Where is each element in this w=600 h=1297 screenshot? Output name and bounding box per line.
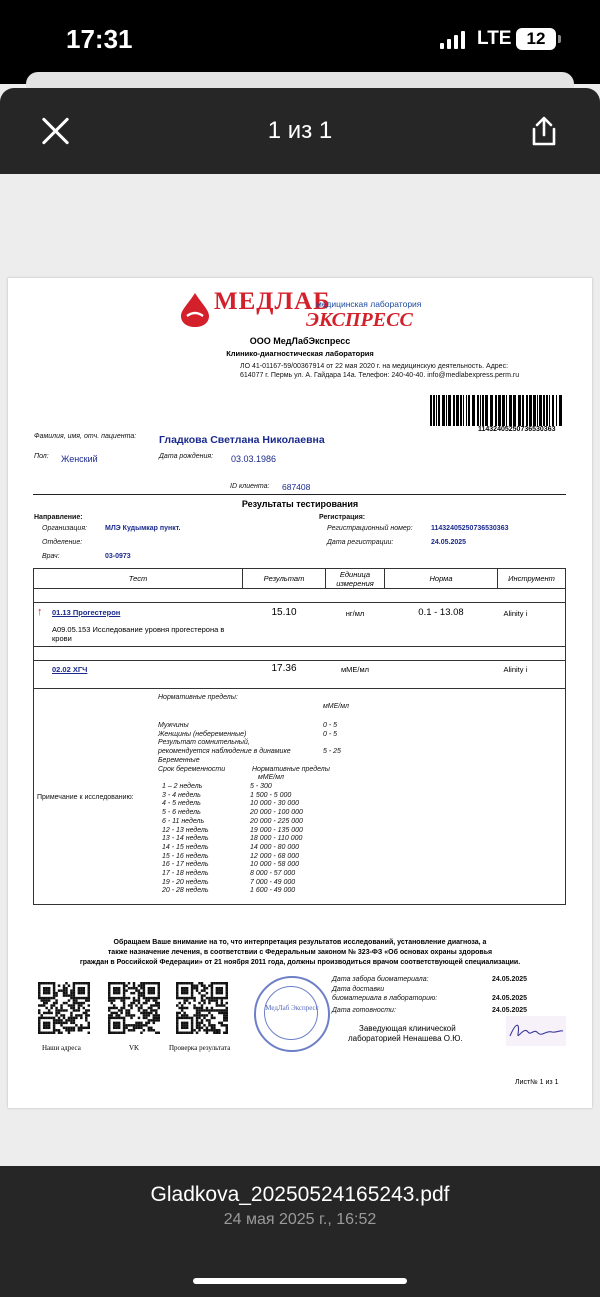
org-label: Организация: (42, 525, 87, 532)
barcode-number: 11432405250736530363 (478, 426, 556, 433)
week-term: 14 - 15 недель (162, 843, 209, 851)
week-norm: 5 - 300 (250, 783, 272, 790)
week-term: 5 - 6 недель (162, 809, 201, 817)
instrument-value: Alinity i (498, 661, 566, 689)
week-norm: 1 600 - 49 000 (250, 887, 296, 895)
note-pregnant: Беременные (158, 757, 200, 764)
week-norm: 7 000 - 49 000 (250, 878, 296, 886)
qr-label-vk: VK (129, 1044, 140, 1052)
week-term: 16 - 17 недель (162, 861, 209, 869)
patient-label: Фамилия, имя, отч. пациента: (34, 433, 137, 440)
result-value: 15.10 (243, 603, 326, 647)
file-name: Gladkova_20250524165243.pdf (150, 1183, 450, 1206)
note-norm-col-l1: Нормативные пределы (252, 766, 330, 773)
note-norm-col-l2: мМЕ/мл (258, 774, 284, 781)
company-name: ООО МедЛабЭкспресс (249, 336, 351, 346)
disclaimer-l2: также назначение лечения, в соответствии с Федеральным законом № 323-ФЗ «Об основах охраны здоровья (107, 949, 493, 956)
norm-value: 0.1 - 13.08 (385, 603, 498, 647)
sex-value: Женский (61, 454, 98, 464)
clock: 17:31 (66, 24, 133, 54)
week-norm: 1 500 - 5 000 (250, 791, 292, 799)
qr-code-addresses[interactable] (38, 982, 90, 1034)
week-term: 1 – 2 недель (162, 783, 203, 790)
test-name-link[interactable]: 02.02 ХГЧ (52, 665, 88, 674)
reg-number-label: Регистрационный номер: (327, 525, 413, 532)
test-desc-l1: А09.05.153 Исследование уровня прогестерона в (52, 625, 225, 634)
date-collect-label: Дата забора биоматериала: (332, 976, 429, 983)
week-term: 13 - 14 недель (162, 835, 209, 843)
date-delivery-value: 24.05.2025 (492, 995, 528, 1002)
date-delivery-label-l1: Дата доставки (332, 986, 385, 993)
week-norm: 12 000 - 68 000 (250, 852, 300, 860)
battery-icon: 12 (516, 28, 556, 50)
table-spacer (34, 589, 566, 603)
week-norm: 10 000 - 58 000 (250, 861, 300, 869)
dob-value: 03.03.1986 (231, 454, 277, 464)
table-spacer (34, 647, 566, 661)
table-row (34, 603, 566, 647)
home-indicator[interactable] (193, 1278, 407, 1284)
week-norm: 10 000 - 30 000 (250, 800, 300, 808)
reg-number-value: 11432405250736530363 (431, 525, 509, 532)
barcode (430, 395, 566, 426)
date-delivery-label-l2: биоматериала в лабораторию: (332, 995, 438, 1002)
head-l2: лабораторией Ненашева О.Ю. (348, 1034, 463, 1043)
date-ready-label: Дата готовности: (332, 1007, 396, 1014)
results-table (33, 568, 566, 905)
qr-code-check-result[interactable] (176, 982, 228, 1034)
week-term: 17 - 18 недель (162, 870, 209, 877)
head-l1: Заведующая клинической (359, 1024, 456, 1033)
unit-value: мМЕ/мл (326, 661, 385, 689)
reg-date-value: 24.05.2025 (431, 539, 467, 546)
table-row (34, 661, 566, 689)
week-norm: 20 000 - 225 000 (250, 817, 303, 825)
pdf-page (8, 278, 592, 1108)
week-norm: 20 000 - 100 000 (250, 809, 303, 817)
page-counter: 1 из 1 (267, 117, 333, 144)
stamp-seal (254, 976, 330, 1052)
sheet-number: Лист№ 1 из 1 (515, 1079, 559, 1086)
week-term: 19 - 20 недель (162, 878, 209, 886)
instrument-value: Alinity i (498, 603, 566, 647)
note-label: Примечание к исследованию: (37, 794, 134, 801)
doctor-value: 03-0973 (105, 553, 131, 560)
note-unit: мМЕ/мл (323, 703, 349, 710)
qr-label-check: Проверка результата (169, 1044, 231, 1052)
table-header-row (34, 569, 566, 589)
dept-label: Отделение: (42, 539, 83, 546)
note-row (34, 689, 566, 905)
note-doubt-l1: Результат сомнительный, (158, 739, 250, 746)
sex-label: Пол: (34, 453, 49, 460)
org-value: МЛЭ Кудымкар пункт. (105, 525, 181, 532)
logo-brand-bottom: ЭКСПРЕСС (306, 309, 413, 331)
registration-label: Регистрация: (319, 514, 366, 521)
disclaimer-l1: Обращаем Ваше внимание на то, что интерпретация результатов исследований, установление диагноза, а (113, 939, 487, 946)
test-name-link[interactable]: 01.13 Прогестерон (52, 608, 121, 617)
week-term: 4 - 5 недель (162, 800, 201, 808)
week-term: 6 - 11 недель (162, 817, 205, 825)
col-unit-l1: Единица (339, 569, 371, 579)
unit-value: нг/мл (326, 603, 385, 647)
note-men: Мужчины (158, 722, 189, 729)
week-term: 15 - 16 недель (162, 852, 209, 860)
note-norm-title: Нормативные пределы: (158, 694, 238, 701)
network-type: LTE (477, 28, 512, 49)
note-men-value: 0 - 5 (323, 722, 338, 729)
dob-label: Дата рождения: (159, 453, 214, 460)
week-norm: 8 000 - 57 000 (250, 870, 296, 877)
note-women-value: 0 - 5 (323, 731, 338, 738)
col-instrument: Инструмент (498, 569, 566, 589)
logo-brand-top: МЕДЛАБ (214, 288, 331, 315)
lab-type: Клинико-диагностическая лаборатория (226, 349, 374, 358)
col-unit-l2: измерения (336, 578, 374, 588)
week-term: 12 - 13 недель (162, 826, 209, 834)
file-date: 24 мая 2025 г., 16:52 (223, 1211, 377, 1228)
license-line-1: ЛО 41-01167-59/00367914 от 22 мая 2020 г. на медицинскую деятельность. Адрес: (240, 363, 509, 370)
share-icon[interactable] (527, 114, 561, 148)
signal-icon (440, 31, 466, 49)
note-doubt-value: 5 - 25 (323, 748, 341, 755)
logo-drop-icon (178, 292, 212, 328)
results-title: Результаты тестирования (241, 499, 359, 509)
week-norm: 14 000 - 80 000 (250, 843, 300, 851)
note-women: Женщины (небеременные) (158, 731, 247, 738)
patient-name: Гладкова Светлана Николаевна (159, 434, 325, 446)
test-desc-l2: крови (52, 634, 72, 643)
col-norm: Норма (385, 569, 498, 589)
col-result: Результат (243, 569, 326, 589)
stamp-text: МедЛаб Экспресс (265, 1004, 319, 1012)
qr-code-vk[interactable] (108, 982, 160, 1034)
week-norm: 19 000 - 135 000 (250, 826, 303, 834)
date-collect-value: 24.05.2025 (492, 976, 528, 983)
col-unit (326, 569, 385, 589)
result-value: 17.36 (243, 661, 326, 689)
reg-date-label: Дата регистрации: (327, 539, 394, 546)
note-doubt-l2: рекомендуется наблюдение в динамике (158, 748, 291, 755)
divider (33, 494, 566, 495)
week-term: 20 - 28 недель (162, 887, 209, 895)
logo-brand-sub: медицинская лаборатория (316, 299, 422, 309)
disclaimer-l3: граждан в Российской Федерации» от 21 ноября 2011 года, должны производиться врачом соответствующей специализации. (79, 959, 521, 966)
high-flag-icon: ↑ (37, 606, 43, 618)
qr-label-addresses: Наши адреса (42, 1044, 81, 1052)
signature-image (506, 1016, 566, 1046)
license-line-2: 614077 г. Пермь ул. А. Гайдара 14а. Телефон: 240-40-40. info@medlabexpress.perm.ru (240, 372, 520, 379)
week-norm: 18 000 - 110 000 (250, 835, 303, 843)
col-test: Тест (34, 569, 243, 589)
client-id-label: ID клиента: (230, 483, 270, 490)
note-term: Срок беременности (158, 766, 226, 773)
date-ready-value: 24.05.2025 (492, 1007, 528, 1014)
week-term: 3 - 4 недель (162, 791, 201, 799)
doctor-label: Врач: (42, 553, 60, 560)
direction-label: Направление: (34, 514, 83, 521)
client-id-value: 687408 (282, 482, 311, 492)
